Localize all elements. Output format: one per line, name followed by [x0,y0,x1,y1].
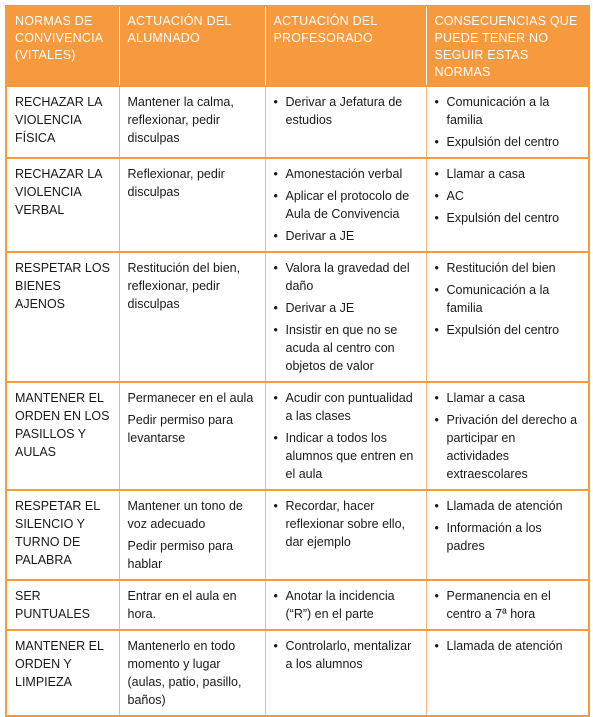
consecuencias-cell [426,382,589,490]
profesorado-list-item: • Derivar a Jefatura de estudios [274,93,418,129]
table-row [6,580,589,630]
consecuencias-list [435,587,581,623]
alumnado-cell [119,490,265,580]
profesorado-list-item: • Derivar a JE [274,227,418,245]
profesorado-list [274,165,418,245]
alumnado-cell [119,86,265,158]
profesorado-list-item: • Acudir con puntualidad a las clases [274,389,418,425]
table-body [6,86,589,716]
table-row [6,86,589,158]
alumnado-text: Entrar en el aula en hora. [127,589,237,621]
profesorado-cell [265,580,426,630]
profesorado-cell [265,158,426,252]
profesorado-list [274,259,418,375]
consecuencias-list-item: • Expulsión del centro [435,209,581,227]
table-row [6,382,589,490]
norma-cell: SER PUNTUALES [6,580,119,630]
header-row [6,6,589,86]
alumnado-text: Pedir permiso para levantarse [127,413,234,445]
norma-cell: RECHAZAR LA VIOLENCIA FÍSICA [6,86,119,158]
norma-cell: MANTENER EL ORDEN Y LIMPIEZA [6,630,119,716]
consecuencias-list-item: • Llamar a casa [435,165,581,183]
alumnado-cell [119,382,265,490]
consecuencias-list [435,165,581,227]
norma-cell: MANTENER EL ORDEN EN LOS PASILLOS Y AULAS [6,382,119,490]
consecuencias-list-item: • Llamada de atención [435,497,581,515]
alumnado-text: Reflexionar, pedir disculpas [127,167,225,199]
alumnado-cell [119,630,265,716]
consecuencias-list-item: • Expulsión del centro [435,133,581,151]
consecuencias-list-item: • Llamar a casa [435,389,581,407]
consecuencias-cell [426,86,589,158]
profesorado-list-item: • Insistir en que no se acuda al centro con objetos de valor [274,321,418,375]
profesorado-list-item: • Aplicar el protocolo de Aula de Convivencia [274,187,418,223]
profesorado-list-item: • Recordar, hacer reflexionar sobre ello, dar ejemplo [274,497,418,551]
table-row [6,252,589,382]
header-profesorado: ACTUACIÓN DEL PROFESORADO [265,6,426,86]
alumnado-text: Restitución del bien, reflexionar, pedir disculpas [127,261,241,311]
profesorado-list [274,637,418,673]
alumnado-text: Mantener la calma, reflexionar, pedir disculpas [127,95,234,145]
profesorado-cell [265,630,426,716]
consecuencias-list-item: • Permanencia en el centro a 7ª hora [435,587,581,623]
alumnado-cell [119,580,265,630]
alumnado-cell [119,252,265,382]
consecuencias-list [435,637,581,655]
header-consecuencias: CONSECUENCIAS QUE PUEDE TENER NO SEGUIR ESTAS NORMAS [426,6,589,86]
consecuencias-list-item: • AC [435,187,581,205]
profesorado-list-item: • Indicar a todos los alumnos que entren en el aula [274,429,418,483]
profesorado-cell [265,382,426,490]
profesorado-cell [265,252,426,382]
profesorado-list [274,497,418,551]
table-header [6,6,589,86]
profesorado-list-item: • Controlarlo, mentalizar a los alumnos [274,637,418,673]
consecuencias-list [435,93,581,151]
consecuencias-cell [426,580,589,630]
alumnado-text: Permanecer en el aula [127,391,254,405]
profesorado-cell [265,86,426,158]
profesorado-list [274,93,418,129]
consecuencias-list [435,497,581,555]
consecuencias-cell [426,490,589,580]
consecuencias-list [435,259,581,339]
profesorado-list-item: • Valora la gravedad del daño [274,259,418,295]
norma-cell: RESPETAR LOS BIENES AJENOS [6,252,119,382]
profesorado-list [274,389,418,483]
profesorado-list [274,587,418,623]
alumnado-text: Pedir permiso para hablar [127,539,234,571]
consecuencias-list-item: • Información a los padres [435,519,581,555]
profesorado-list-item: • Amonestación verbal [274,165,418,183]
header-alumnado: ACTUACIÓN DEL ALUMNADO [119,6,265,86]
table-row [6,490,589,580]
profesorado-list-item: • Anotar la incidencia (“R”) en el parte [274,587,418,623]
consecuencias-list-item: • Privación del derecho a participar en actividades extraescolares [435,411,581,483]
consecuencias-cell [426,630,589,716]
alumnado-cell [119,158,265,252]
header-normas: NORMAS DE CONVIVENCIA (VITALES) [6,6,119,86]
alumnado-text: Mantener un tono de voz adecuado [127,499,243,531]
consecuencias-list-item: • Comunicación a la familia [435,281,581,317]
profesorado-list-item: • Derivar a JE [274,299,418,317]
consecuencias-cell [426,252,589,382]
consecuencias-cell [426,158,589,252]
consecuencias-list-item: • Comunicación a la familia [435,93,581,129]
norms-table [5,5,590,717]
alumnado-text: Mantenerlo en todo momento y lugar (aulas, patio, pasillo, baños) [127,639,242,707]
consecuencias-list-item: • Restitución del bien [435,259,581,277]
norma-cell: RESPETAR EL SILENCIO Y TURNO DE PALABRA [6,490,119,580]
profesorado-cell [265,490,426,580]
norma-cell: RECHAZAR LA VIOLENCIA VERBAL [6,158,119,252]
consecuencias-list [435,389,581,483]
consecuencias-list-item: • Expulsión del centro [435,321,581,339]
consecuencias-list-item: • Llamada de atención [435,637,581,655]
table-row [6,158,589,252]
table-row [6,630,589,716]
